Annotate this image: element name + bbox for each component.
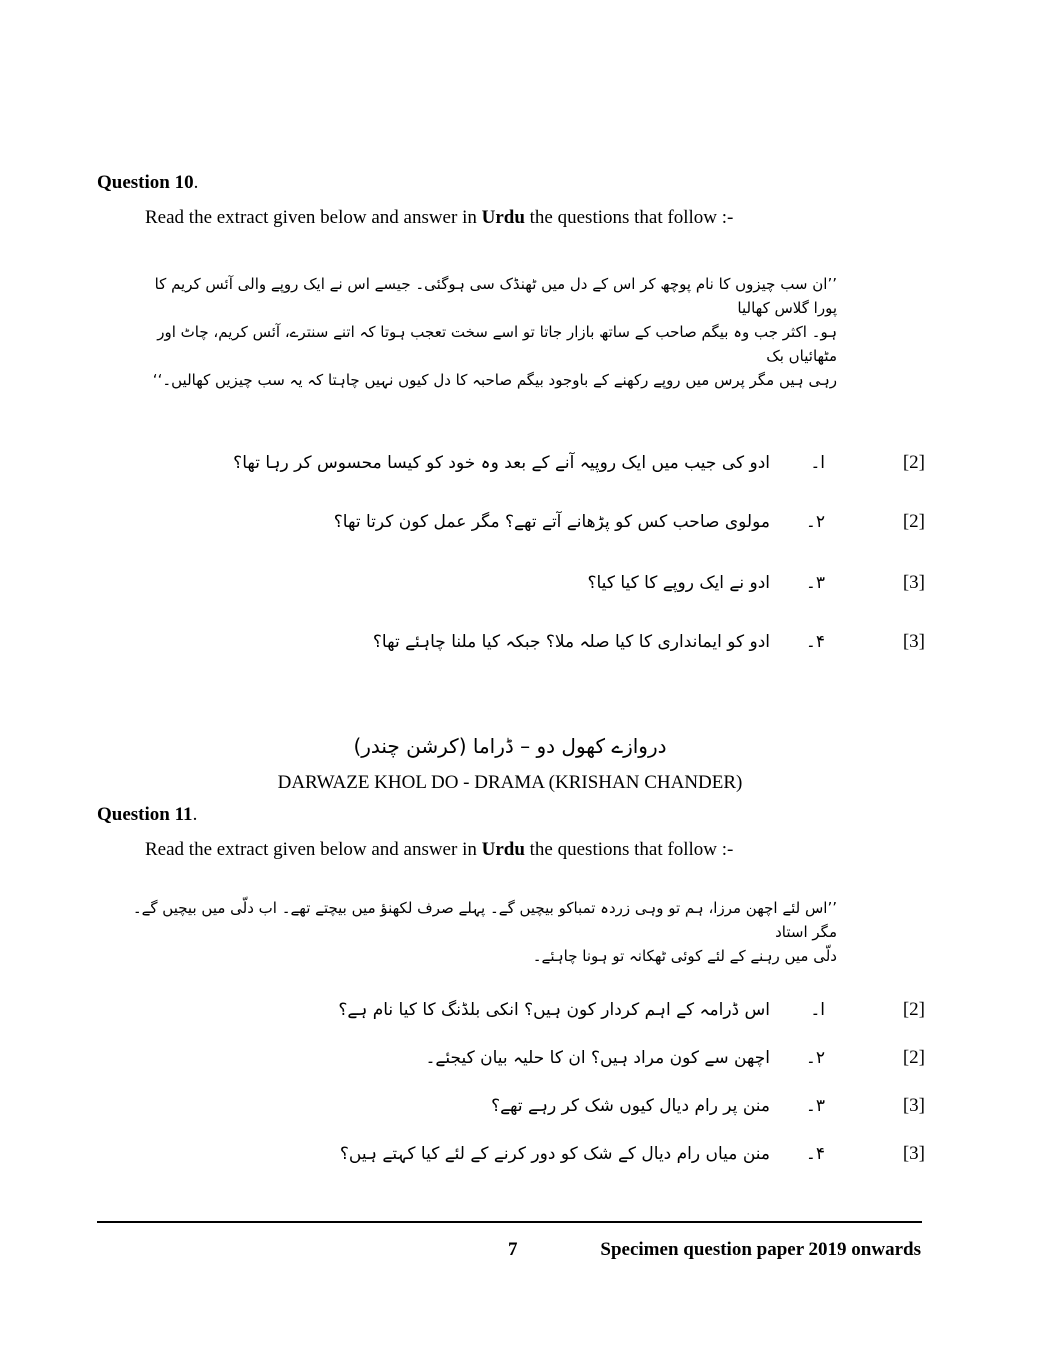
question-item	[339, 1143, 925, 1173]
question-item	[338, 999, 925, 1029]
question-text: مولوی صاحب کس کو پڑھانے آتے تھے؟ مگر عمل کون کرتا تھا؟	[333, 512, 770, 532]
question-text: ادو کو ایمانداری کا کیا صلہ ملا؟ جبکہ کیا ملنا چاہئے تھا؟	[372, 632, 770, 652]
question-number: ۳۔	[805, 1096, 825, 1116]
section-title-urdu: دروازے کھول دو – ڈراما (کرشن چندر)	[353, 734, 667, 758]
question-item	[380, 1047, 925, 1077]
question-number: ا۔	[810, 453, 825, 473]
question-number: ۴۔	[805, 1144, 825, 1164]
question-text: ادو نے ایک روپے کا کیا کیا؟	[587, 573, 770, 593]
question-item	[380, 572, 925, 602]
footer-divider	[97, 1221, 922, 1223]
marks: [3]	[902, 1143, 925, 1164]
question-item	[372, 631, 925, 661]
question-text: اس ڈرامہ کے اہم کردار کون ہیں؟ انکی بلڈنگ کا کیا نام ہے؟	[338, 1000, 770, 1020]
question-text: منن پر رام دیال کیوں شک کر رہے تھے؟	[491, 1096, 770, 1116]
question-item	[380, 1095, 925, 1125]
question-text: ادو کی جیب میں ایک روپیہ آنے کے بعد وہ خود کو کیسا محسوس کر رہا تھا؟	[233, 453, 770, 473]
question-10-instruction: Read the extract given below and answer in Urdu the questions that follow :-	[145, 207, 734, 228]
marks: [3]	[902, 572, 925, 593]
question-10-heading: Question 10.	[97, 172, 199, 193]
question-11-extract	[130, 896, 837, 968]
question-text: منن میاں رام دیال کے شک کو دور کرنے کے لئے کیا کہتے ہیں؟	[339, 1144, 770, 1164]
question-number: ۳۔	[805, 573, 825, 593]
marks: [2]	[902, 511, 925, 532]
extract-line: رہی ہیں مگر پرس میں روپے رکھنے کے باوجود بیگم صاحبہ کا دل کیوں نہیں چاہتا کہ یہ سب چیزیں کھالیں۔‘‘	[152, 371, 837, 389]
question-number: ۲۔	[805, 1048, 825, 1068]
marks: [3]	[902, 1095, 925, 1116]
question-text: اچھن سے کون مراد ہیں؟ ان کا حلیہ بیان کیجئے۔	[425, 1048, 770, 1068]
question-item	[333, 511, 925, 541]
question-11-instruction: Read the extract given below and answer in Urdu the questions that follow :-	[145, 839, 734, 860]
section-title-english: DARWAZE KHOL DO - DRAMA (KRISHAN CHANDER)	[277, 772, 743, 793]
question-11-heading: Question 11.	[97, 804, 198, 825]
question-10-extract	[130, 272, 837, 392]
extract-line: ’’اس لئے اچھن مرزا، ہم تو وہی زردہ تمباکو بیچیں گے۔ پہلے صرف لکھنؤ میں بیچتے تھے۔ اب دلّی میں بیچیں گے۔ مگر استاد	[132, 899, 837, 941]
marks: [2]	[902, 1047, 925, 1068]
footer-text: Specimen question paper 2019 onwards	[600, 1239, 921, 1260]
question-number: ۴۔	[805, 632, 825, 652]
question-item	[233, 452, 925, 482]
extract-line: ہو۔ اکثر جب وہ بیگم صاحب کے ساتھ بازار جاتا تو اسے سخت تعجب ہوتا کہ اتنے سنترے، آئس کریم، چاٹ اور مٹھائیاں بک	[157, 323, 837, 365]
marks: [2]	[902, 452, 925, 473]
marks: [3]	[902, 631, 925, 652]
marks: [2]	[902, 999, 925, 1020]
question-number: ا۔	[810, 1000, 825, 1020]
page-number: 7	[508, 1239, 518, 1260]
extract-line: دلّی میں رہنے کے لئے کوئی ٹھکانہ تو ہونا چاہئے۔	[532, 947, 837, 965]
extract-line: ’’ان سب چیزوں کا نام پوچھ کر اس کے دل میں ٹھنڈک سی ہوگئی۔ جیسے اس نے ایک روپے والی آئس کریم کا پورا گلاس کھالیا	[154, 275, 837, 317]
question-number: ۲۔	[805, 512, 825, 532]
